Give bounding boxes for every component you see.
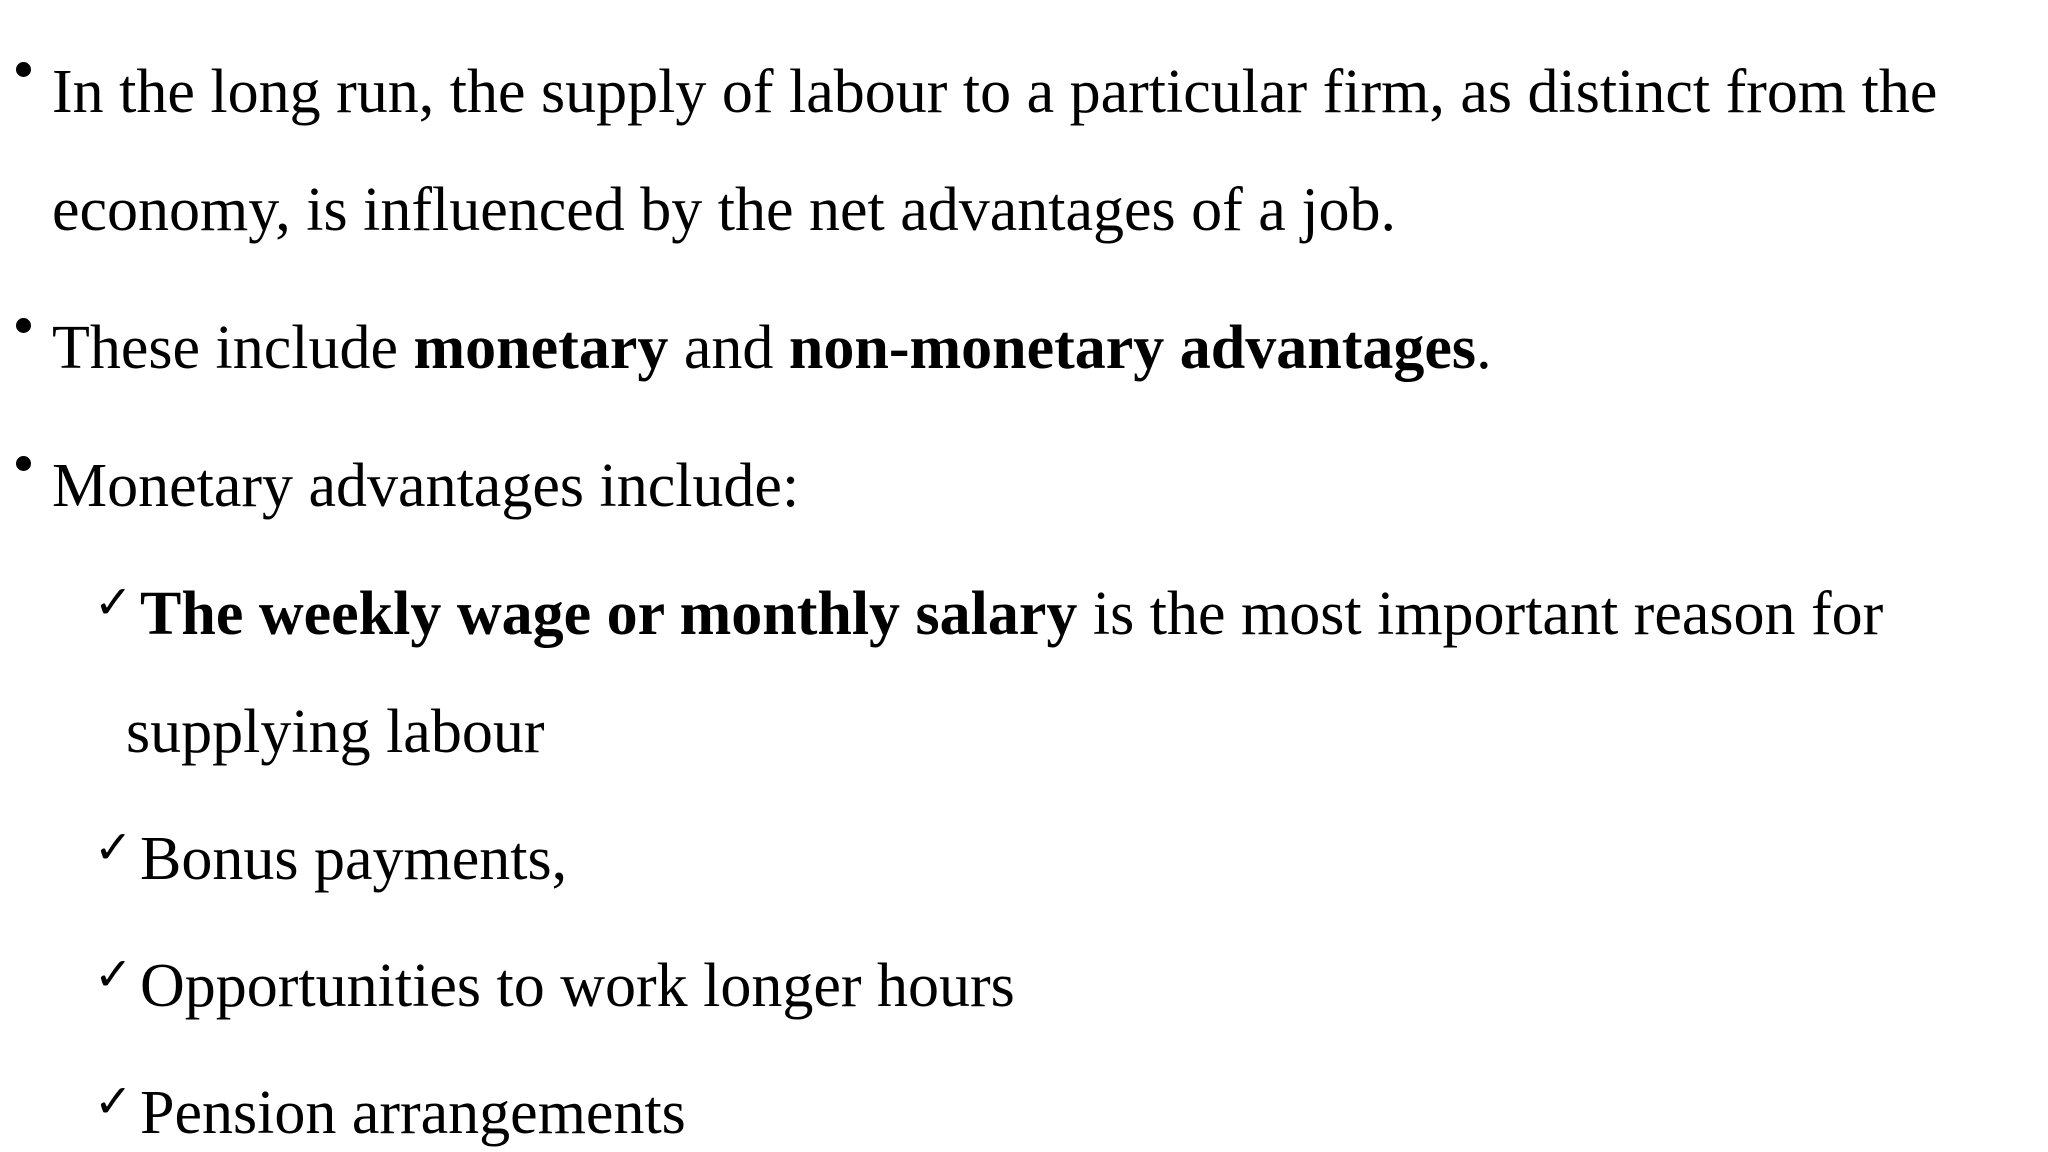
bullet-3-text: Monetary advantages include: [52, 452, 800, 520]
check-item-4 [0, 1054, 2048, 1152]
checkmark-icon: ✓ [94, 820, 133, 874]
check-2-text: Bonus payments, [140, 825, 568, 893]
check-1-text [140, 555, 1883, 673]
bullet-icon [16, 456, 31, 471]
bullet-item-1 [0, 33, 2048, 151]
check-3-text: Opportunities to work longer hours [140, 952, 1015, 1020]
checkmark-icon: ✓ [94, 1074, 133, 1128]
checkmark-icon: ✓ [94, 947, 133, 1001]
bullet-icon [16, 318, 31, 333]
check-item-2 [0, 800, 2048, 918]
check-1-line-2: supplying labour [126, 698, 545, 766]
check-item-3 [0, 927, 2048, 1045]
check-4-text: Pension arrangements [140, 1079, 686, 1147]
bullet-2-part-1: These include [52, 314, 414, 382]
bullet-item-2 [0, 289, 2048, 407]
bullet-2-text [52, 289, 1492, 407]
check-item-1 [0, 555, 2048, 673]
bullet-1-line-1: In the long run, the supply of labour to a particular firm, as distinct from the [52, 58, 1938, 126]
bullet-item-3 [0, 427, 2048, 545]
bullet-1-line-2: economy, is influenced by the net advantages of a job. [52, 176, 1397, 244]
bullet-2-part-2: and [668, 314, 789, 382]
bullet-icon [16, 62, 31, 77]
bullet-2-bold-2: non-monetary advantages [788, 314, 1477, 382]
checkmark-icon: ✓ [94, 575, 133, 629]
bullet-2-part-3: . [1476, 314, 1492, 382]
check-1-bold: The weekly wage or monthly salary [140, 580, 1078, 648]
check-1-rest: is the most important reason for [1077, 580, 1884, 648]
bullet-2-bold-1: monetary [413, 314, 669, 382]
